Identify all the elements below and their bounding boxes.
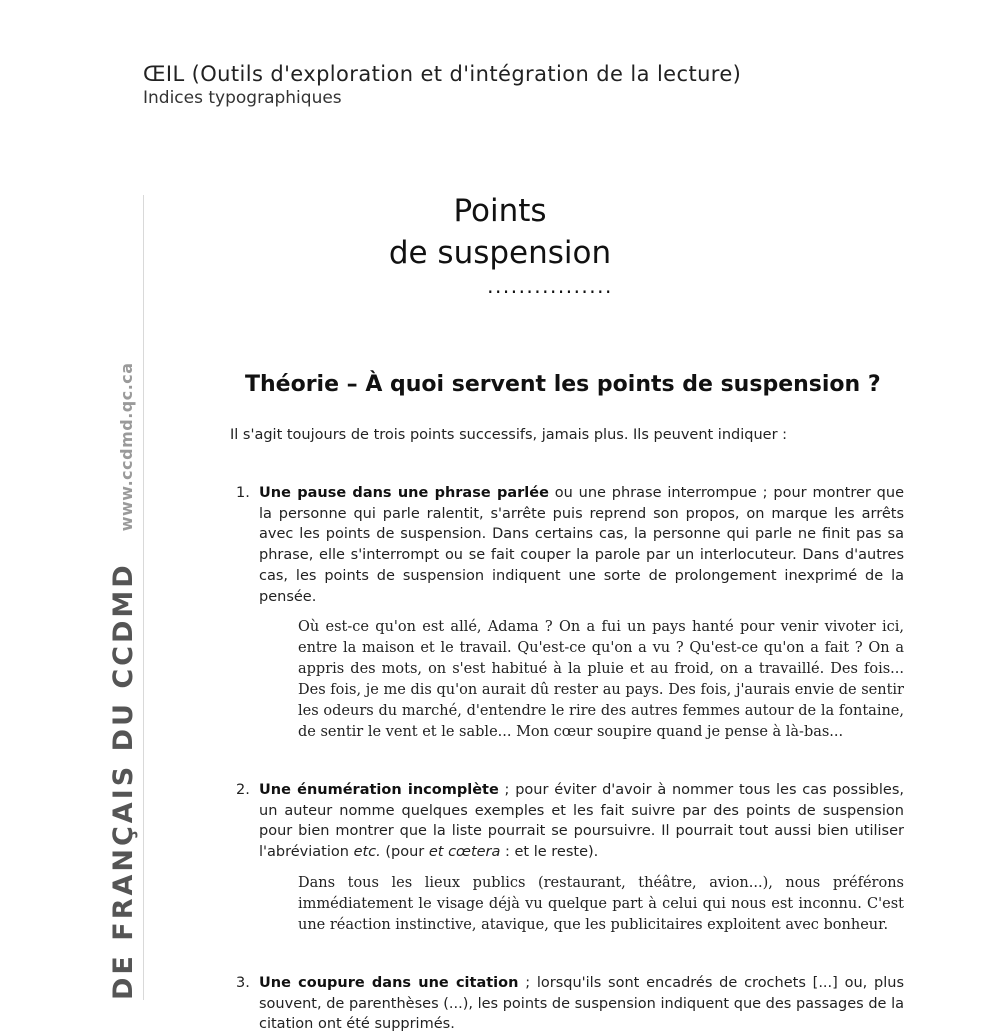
sidebar-vertical-text — [108, 362, 139, 1000]
item-term: Une pause dans une phrase parlée — [259, 485, 549, 501]
page-header — [143, 62, 741, 108]
item-text: ; lorsqu'ils sont encadrés de crochets [...] ou, plus souvent, de parenthèses (...), les points de suspension indiquent que des passages de la citation ont été supprimés. — [259, 975, 904, 1033]
section-title: Théorie – À quoi servent les points de suspension ? — [245, 372, 881, 397]
section-intro: Il s'agit toujours de trois points successifs, jamais plus. Ils peuvent indiquer : — [230, 427, 788, 443]
item-body — [259, 973, 904, 1035]
item-example: Où est-ce qu'on est allé, Adama ? On a fui un pays hanté pour venir vivoter ici, entre la maison et le travail. Qu'est-ce qu'on a vu ? Qu'est-ce qu'on a fait ? On a appris des mots, on s'est habitué à la pluie et au froid, on a travaillé. Des fois... Des fois, je me dis qu'on aurait dû rester au pays. Des fois, j'aurais envie de sentir les odeurs du marché, d'entendre le rire des autres femmes autour de la fontaine, de sentir le vent et le sable... Mon cœur soupire quand je pense à là-bas... — [298, 619, 904, 740]
item-number: 1. — [236, 485, 250, 501]
title-ornament: ................ — [487, 274, 613, 298]
item-abbreviation-expansion: et cœtera — [428, 844, 501, 861]
list-item — [236, 973, 904, 1035]
item-number: 2. — [236, 782, 250, 798]
list-item — [236, 780, 904, 863]
sidebar-rule — [143, 195, 144, 1000]
header-subtitle: Indices typographiques — [143, 88, 342, 108]
item-body — [259, 780, 904, 863]
item-body — [259, 483, 904, 607]
item-term: Une coupure dans une citation — [259, 975, 519, 991]
item-example: Dans tous les lieux publics (restaurant, théâtre, avion...), nous préférons immédiatement le visage déjà vu quelque part à celui qui nous est inconnu. C'est une réaction instinctive, atavique, que les publicitaires exploitent avec bonheur. — [298, 875, 904, 933]
item-number: 3. — [236, 975, 250, 991]
item-text: ou une phrase interrompue ; pour montrer que la personne qui parle ralentit, s'arrête puis reprend son propos, on marque les arrêts avec les points de suspension. Dans certains cas, la personne qui parle ne finit pas sa phrase, elle s'interrompt ou se fait couper la parole par un interlocuteur. Dans d'autres cas, les points de suspension indiquent une sorte de prolongement inexprimé de la pensée. — [259, 485, 904, 605]
item-abbreviation: etc. — [353, 844, 381, 861]
header-title: ŒIL (Outils d'exploration et d'intégration de la lecture) — [143, 62, 742, 86]
item-text: (pour — [380, 844, 429, 861]
sidebar-url: www.ccdmd.qc.ca — [117, 362, 136, 532]
page-title-line2: de suspension — [388, 235, 612, 271]
page-title — [300, 190, 700, 274]
sidebar-label: DE FRANÇAIS DU CCDMD — [108, 562, 139, 1000]
item-text: : et le reste). — [500, 844, 599, 861]
item-text: ; pour éviter d'avoir à nommer tous les cas possibles, un auteur nomme quelques exemples et les fait suivre par des points de suspension pour bien montrer que la liste pourrait se poursuivre. Il pourrait tout aussi bien utiliser l'abréviation — [259, 782, 904, 861]
item-term: Une énumération incomplète — [259, 782, 499, 798]
list-item — [236, 483, 904, 607]
page-title-line1: Points — [453, 193, 547, 229]
